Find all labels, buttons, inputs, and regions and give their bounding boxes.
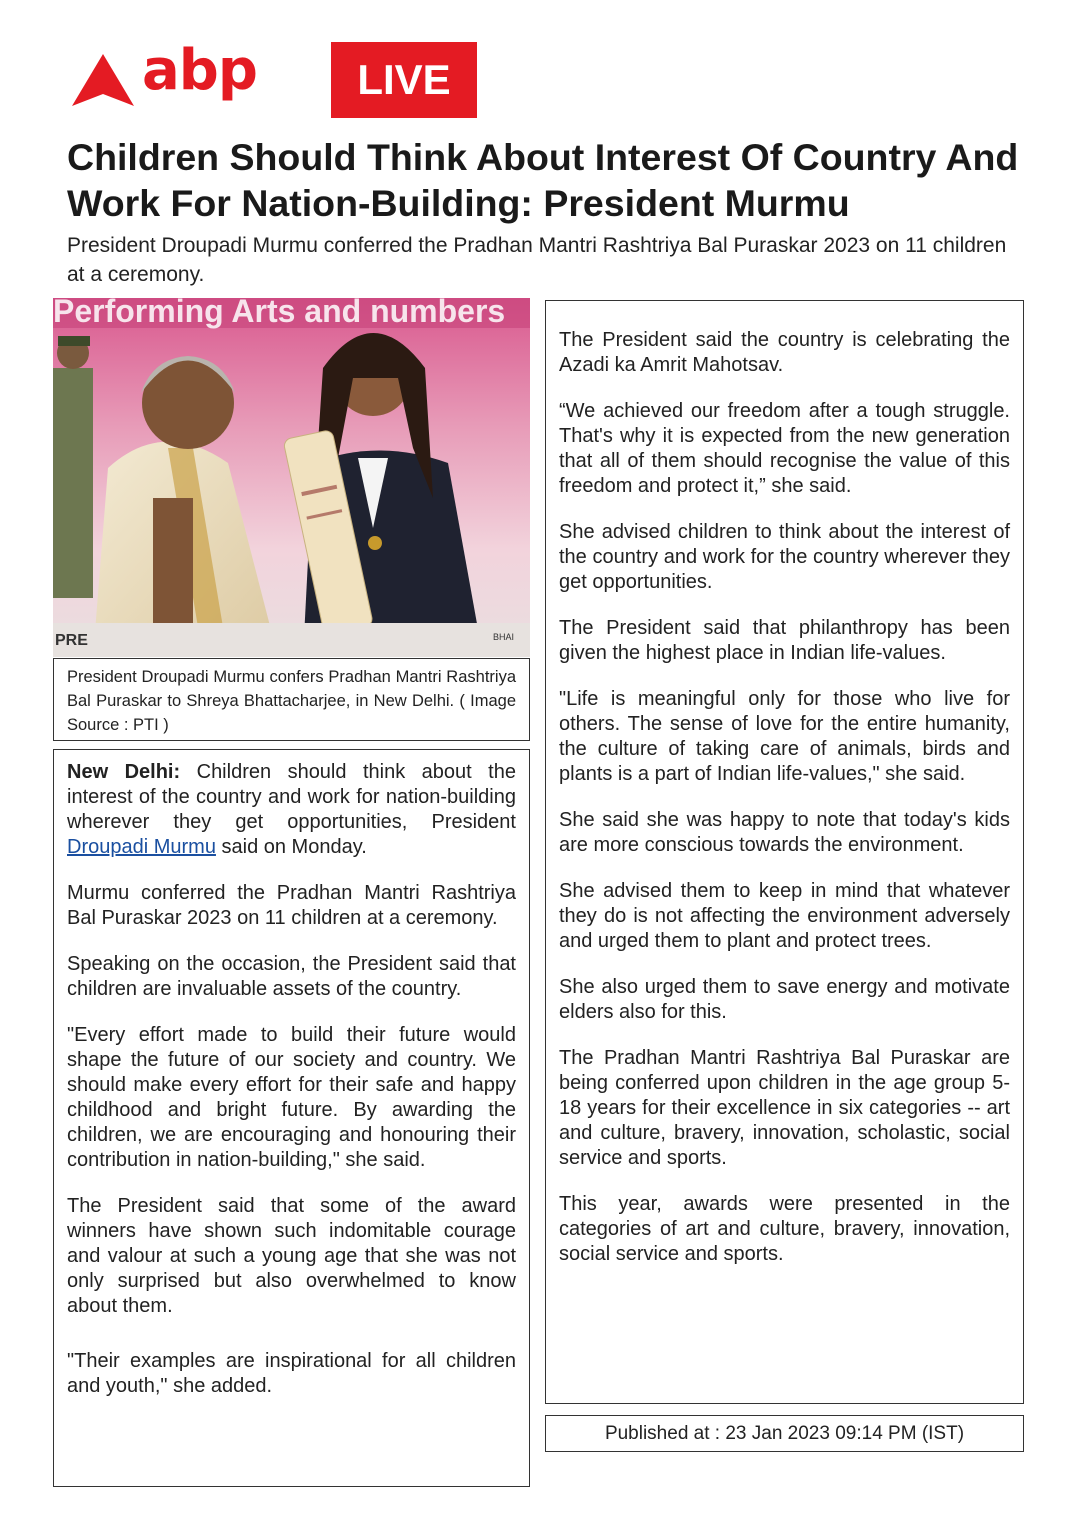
podium-text-right: BHAI [493, 632, 515, 642]
article-body-right-column [545, 300, 1024, 1404]
article-body-left-column [53, 749, 530, 1487]
logo-brand-text: abp [142, 38, 257, 103]
article-headline: Children Should Think About Interest Of Country And Work For Nation-Building: President Murmu [67, 136, 1019, 224]
dateline: New Delhi: [67, 761, 181, 783]
lead-text-part1: Children should think about the interest of the country and work for nation-building wherever they get opportunities, President [67, 761, 516, 833]
lead-text-part2: said on Monday. [215, 836, 367, 858]
body-paragraph: She advised them to keep in mind that whatever they do is not affecting the environment adversely and urged them to plant and protect trees. [559, 880, 1010, 952]
logo-live-badge: LIVE [331, 42, 477, 118]
body-paragraph: "Every effort made to build their future would shape the future of our society and country. We should make every effort for their safe and happy childhood and bright future. By awarding the children, we are encouraging and honouring their contribution in nation-building," she said. [67, 1024, 516, 1171]
body-paragraph: Speaking on the occasion, the President said that children are invaluable assets of the country. [67, 953, 516, 1000]
ceremony-photo [53, 298, 530, 657]
published-timestamp: Published at : 23 Jan 2023 09:14 PM (IST) [545, 1415, 1024, 1452]
body-paragraph: She said she was happy to note that today's kids are more conscious towards the environment. [559, 809, 1010, 856]
lead-paragraph [67, 760, 516, 860]
article-subheadline: President Droupadi Murmu conferred the Pradhan Mantri Rashtriya Bal Puraskar 2023 on 11 children at a ceremony. [67, 234, 1007, 286]
droupadi-murmu-link[interactable]: Droupadi Murmu [67, 836, 216, 858]
abp-live-logo[interactable] [72, 38, 451, 118]
body-paragraph: She advised children to think about the interest of the country and work for the country wherever they get opportunities. [559, 521, 1010, 593]
body-paragraph: “We achieved our freedom after a tough struggle. That's why it is expected from the new generation that all of them should recognise the value of this freedom and protect it,” she said. [559, 400, 1010, 497]
body-paragraph: The Pradhan Mantri Rashtriya Bal Puraskar are being conferred upon children in the age group 5- 18 years for their excellence in six categories -- art and culture, bravery, innovation, scholastic, social service and sports. [559, 1047, 1010, 1169]
body-paragraph: This year, awards were presented in the categories of art and culture, bravery, innovation, social service and sports. [559, 1193, 1010, 1265]
abp-triangle-logo-icon [72, 54, 134, 106]
photo-caption: President Droupadi Murmu confers Pradhan Mantri Rashtriya Bal Puraskar to Shreya Bhattacharjee, in New Delhi. ( Image Source : PTI ) [53, 658, 530, 741]
podium-text: PRE [55, 632, 88, 649]
body-paragraph: The President said that philanthropy has been given the highest place in Indian life-values. [559, 617, 1010, 664]
body-paragraph: "Their examples are inspirational for all children and youth," she added. [67, 1350, 516, 1397]
article-photo [53, 298, 530, 657]
body-paragraph: She also urged them to save energy and motivate elders also for this. [559, 976, 1010, 1023]
body-paragraph: Murmu conferred the Pradhan Mantri Rashtriya Bal Puraskar 2023 on 11 children at a ceremony. [67, 882, 516, 929]
body-paragraph: The President said the country is celebrating the Azadi ka Amrit Mahotsav. [559, 329, 1010, 376]
photo-banner-text: Performing Arts and numbers [53, 298, 506, 329]
body-paragraph: "Life is meaningful only for those who live for others. The sense of love for the entire humanity, the culture of taking care of animals, birds and plants is a part of Indian life-values," she said. [559, 688, 1010, 785]
body-paragraph: The President said that some of the award winners have shown such indomitable courage and valour at such a young age that she was not only surprised but also overwhelmed to know about them. [67, 1195, 516, 1317]
